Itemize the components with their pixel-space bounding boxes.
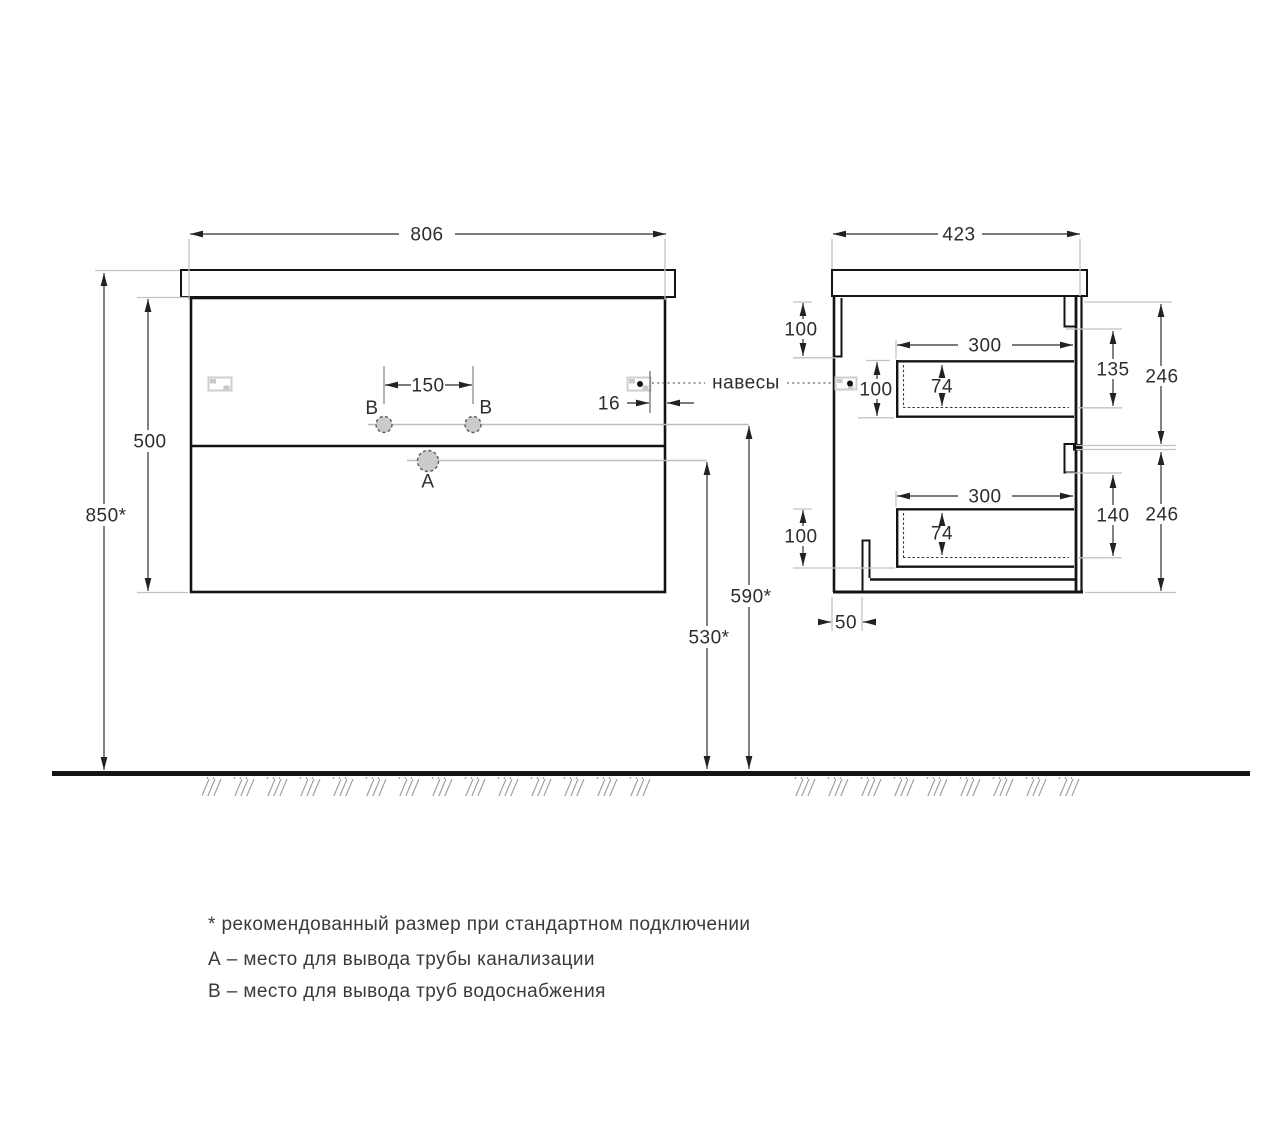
dim-bottom-drawer-inner	[931, 513, 953, 555]
floor-hatching-right	[790, 777, 1090, 796]
hanger-icon-left	[209, 378, 232, 391]
drain-hole-a	[418, 451, 439, 472]
hangers-callout-label: навесы	[712, 372, 780, 394]
middle-hinge-bracket	[1064, 444, 1083, 473]
water-hole-b-right	[465, 417, 481, 433]
hanger-icon-side	[836, 378, 857, 390]
dim-a-from-floor	[688, 462, 729, 769]
dim-pipe-offset-label: 50	[834, 612, 858, 634]
pipe-channel	[862, 540, 871, 591]
dim-bottom-drawer-opening-label: 300	[968, 486, 1002, 508]
dim-bottom-section-label: 246	[1145, 504, 1179, 526]
dim-b-from-floor	[730, 426, 771, 769]
dim-b-from-floor-label: 590*	[730, 586, 772, 608]
bottom-drawer-box	[896, 509, 1074, 567]
side-extension-lines	[793, 239, 1179, 631]
dim-install-height-label: 850*	[85, 505, 127, 527]
legend-note-b: В – место для вывода труб водоснабжения	[208, 981, 606, 1002]
dim-bottom-drawer-depth	[1096, 475, 1129, 556]
dim-front-width-label: 806	[410, 224, 444, 246]
top-hinge-bracket	[1064, 297, 1077, 327]
dim-top-drawer-depth-label: 135	[1096, 359, 1130, 381]
side-view	[832, 270, 1087, 592]
dim-bottom-drawer-inner-label: 74	[930, 523, 954, 545]
side-countertop	[832, 270, 1087, 296]
hole-a-label: А	[421, 471, 435, 493]
legend-note-a: А – место для вывода трубы канализации	[208, 949, 595, 970]
dim-depth-label: 423	[942, 224, 976, 246]
dim-install-height	[85, 273, 126, 770]
top-drawer-box	[896, 360, 1074, 417]
dim-hanger-offset-label: 100	[859, 379, 893, 401]
hanger-dot	[847, 381, 853, 387]
floor-hatching-left	[202, 777, 660, 796]
dim-hole-spacing-label: 150	[411, 375, 445, 397]
hangers-callout	[652, 373, 843, 394]
dim-hanger-offset	[859, 362, 892, 416]
dim-depth	[833, 225, 1080, 246]
dim-bottom-drawer-depth-label: 140	[1096, 505, 1130, 527]
dim-hanger-edge-offset-label: 16	[597, 393, 621, 415]
legend-note-asterisk: * рекомендованный размер при стандартном подключении	[208, 914, 751, 935]
dim-bottom-drawer-opening	[897, 487, 1073, 508]
dim-bottom-section	[1145, 452, 1178, 591]
floor	[52, 774, 1250, 797]
dim-pipe-offset	[818, 613, 876, 634]
front-view	[181, 270, 749, 592]
dim-top-drawer-inner	[931, 365, 953, 406]
hanger-dot	[637, 381, 643, 387]
hanger-icon-right	[628, 378, 651, 391]
dim-top-section	[1145, 304, 1178, 444]
dim-top-section-label: 246	[1145, 366, 1179, 388]
dim-body-height-label: 500	[133, 431, 167, 453]
dim-top-drawer-inner-label: 74	[930, 376, 954, 398]
dim-body-height	[133, 299, 166, 591]
hole-b-left-label: В	[365, 398, 379, 419]
legend	[208, 914, 750, 1002]
dim-bottom-drawer-front	[784, 510, 817, 566]
hole-b-right-label: В	[479, 397, 493, 419]
dim-top-drawer-opening-label: 300	[968, 335, 1002, 357]
dim-bottom-drawer-front-label: 100	[784, 526, 818, 548]
dim-top-drawer-opening	[897, 336, 1073, 357]
dim-rail-height	[784, 303, 817, 356]
dim-top-drawer-depth	[1096, 331, 1129, 406]
front-countertop	[181, 270, 675, 297]
dim-front-width	[190, 225, 666, 246]
dim-rail-height-label: 100	[784, 319, 818, 341]
dim-a-from-floor-label: 530*	[688, 627, 730, 649]
